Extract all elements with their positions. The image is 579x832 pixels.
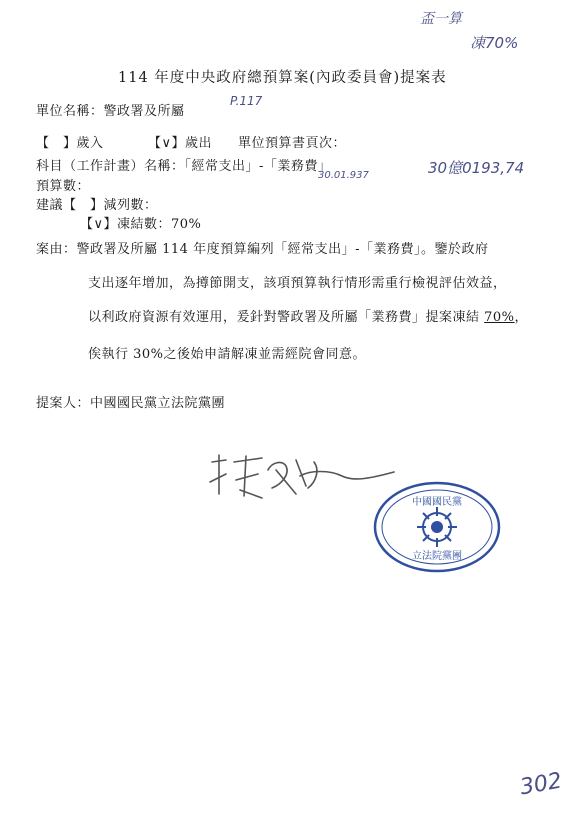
reason-line-2: 支出逐年增加，為撙節開支，該項預算執行情形需重行檢視評估效益， bbox=[88, 276, 507, 291]
expense-checkbox-label: 【∨】歲出 bbox=[148, 136, 213, 151]
handwritten-amount-2: 30.01.937 bbox=[318, 170, 369, 181]
stamp-top-text: 中國國民黨 bbox=[412, 497, 462, 508]
proposer-label: 提案人：中國國民黨立法院黨團 bbox=[36, 396, 226, 411]
reason-line-4: 俟執行 30%之後始申請解凍並需經院會同意。 bbox=[88, 347, 367, 362]
budget-amount-label: 預算數： bbox=[36, 179, 91, 194]
budget-page-label: 單位預算書頁次： bbox=[238, 136, 347, 151]
reason-line-1: 案由：警政署及所屬 114 年度預算編列「經常支出」-「業務費」。鑒於政府 bbox=[36, 242, 489, 257]
handwritten-page-number: 302 bbox=[518, 768, 564, 801]
handwritten-freeze-note: 凍70% bbox=[470, 34, 519, 52]
stamp-bottom-text: 立法院黨團 bbox=[412, 551, 462, 562]
handwritten-amount-1: 30億0193,74 bbox=[428, 159, 525, 177]
freeze-amount-label: 【∨】凍結數：70% bbox=[80, 217, 202, 232]
handwritten-note-top: 盃一算 bbox=[420, 11, 462, 27]
suggestion-reduction-label: 建議【 】減列數： bbox=[36, 198, 158, 213]
freeze-percent-underlined: 70% bbox=[484, 310, 515, 325]
subject-name: 科目（工作計畫）名稱：「經常支出」-「業務費」 bbox=[36, 159, 332, 174]
unit-name: 單位名稱：警政署及所屬 bbox=[36, 104, 185, 119]
reason-line-3 bbox=[88, 306, 528, 325]
reason-line-3-end: ， bbox=[514, 310, 529, 325]
income-checkbox-label: 【 】歲入 bbox=[36, 136, 104, 151]
handwritten-page-ref: P.117 bbox=[230, 94, 263, 108]
page-title: 114 年度中央政府總預算案(內政委員會)提案表 bbox=[118, 70, 447, 86]
reason-line-3-text: 以利政府資源有效運用，爰針對警政署及所屬「業務費」提案凍結 bbox=[88, 310, 485, 325]
